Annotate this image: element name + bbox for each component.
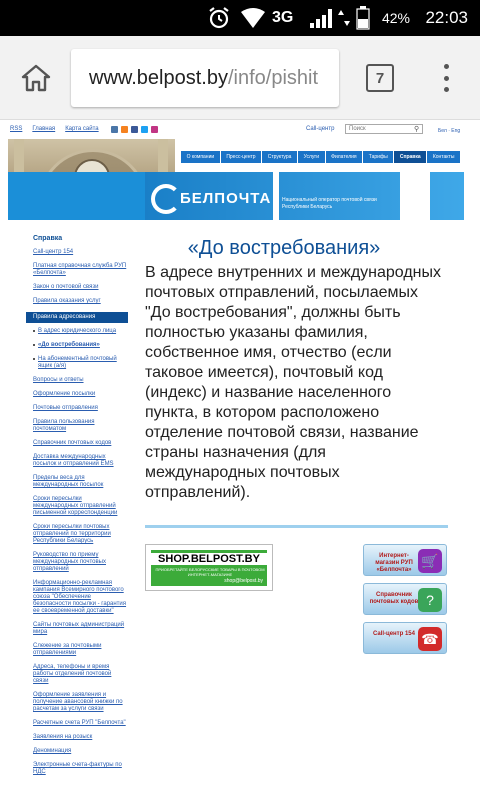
status-bar <box>0 0 480 36</box>
sidebar-item[interactable]: Справочник почтовых кодов <box>33 440 112 446</box>
shop-banner-text: ПРИОБРЕТАЙТЕ БЕЛОРУССКИЕ ТОВАРЫ В ПОЧТОВОМ ИНТЕРНЕТ-МАГАЗИНЕ <box>155 567 265 577</box>
sidebar-item[interactable]: Закон о почтовой связи <box>33 284 99 290</box>
menu-dot-icon <box>444 64 449 69</box>
promo-label: Call-центр 154 <box>373 631 415 637</box>
main-nav <box>181 151 460 163</box>
content-divider <box>145 525 448 528</box>
sidebar-subitem[interactable]: В адрес юридического лица <box>26 328 128 335</box>
cart-icon: 🛒 <box>418 549 442 573</box>
signal-icon <box>308 0 334 36</box>
rss-link[interactable]: RSS <box>10 126 23 132</box>
sidebar-item[interactable]: Расчетные счета РУП "Белпочта" <box>33 720 126 726</box>
home-icon <box>21 64 51 92</box>
page-title: «До востребования» <box>187 237 381 259</box>
url-path: /info/pishit <box>227 67 319 89</box>
belpochta-logo-icon <box>151 184 181 214</box>
sidebar-item[interactable]: Сроки пересылки почтовых отправлений по территории Республики Беларусь <box>33 524 111 544</box>
sidebar-item[interactable]: Оформление заявления и получение авансовой книжки по расчетам за услуги связи <box>33 692 123 712</box>
brand-name: БЕЛПОЧТА <box>180 190 272 207</box>
sidebar-item-active[interactable]: Правила адресования <box>26 312 128 323</box>
nav-tab-about[interactable]: О компании <box>181 151 220 163</box>
sidebar-subitem-current[interactable]: «До востребования» <box>26 342 128 349</box>
sidebar-item[interactable]: Правила оказания услуг <box>33 298 101 304</box>
article-body: В адресе внутренних и международных почтовых отправлений, посылаемых "До востребования", должны быть полностью указаны фамилия, собственное имя, отчество (если таковое имеется), почтовый код (индекс) и название населенного пункта, в котором расположено отделение почтовой связи, название страны назначения (для международных почтовых отправлений). <box>145 264 441 501</box>
brand-banner <box>8 172 464 220</box>
instagram-icon[interactable] <box>151 126 158 133</box>
sidebar-item[interactable]: Руководство по приему международных почтовых отправлений <box>33 552 106 572</box>
sidebar-item[interactable]: Вопросы и ответы <box>33 377 84 383</box>
home-button[interactable] <box>16 60 56 96</box>
wifi-icon <box>240 0 266 36</box>
nav-tab-philately[interactable]: Филателия <box>326 151 363 163</box>
network-type: 3G <box>272 9 294 26</box>
sidebar-item[interactable]: Почтовые отправления <box>33 405 98 411</box>
url-domain: www.belpost.by <box>89 67 228 89</box>
callcenter-promo[interactable] <box>363 622 447 654</box>
address-bar[interactable] <box>71 49 339 107</box>
overflow-menu-button[interactable] <box>436 62 456 94</box>
battery-icon <box>356 0 370 36</box>
nav-tab-contacts[interactable]: Контакты <box>427 151 460 163</box>
sidebar-item[interactable]: Платная справочная служба РУП «Белпочта» <box>33 263 127 276</box>
sidebar-item[interactable]: Пределы веса для международных посылок <box>33 475 104 488</box>
search-icon[interactable]: ⚲ <box>414 126 420 133</box>
nav-tab-help[interactable]: Справка <box>394 151 426 163</box>
nav-tab-tariffs[interactable]: Тарифы <box>363 151 393 163</box>
twitter-icon[interactable] <box>141 126 148 133</box>
sidebar-heading: Справка <box>33 235 63 242</box>
vk-icon[interactable] <box>111 126 118 133</box>
sidebar-item[interactable]: Адреса, телефоны и время работы отделений почтовой связи <box>33 664 112 684</box>
browser-toolbar <box>0 36 480 120</box>
battery-percent: 42% <box>381 10 410 26</box>
odnoklassniki-icon[interactable] <box>121 126 128 133</box>
alarm-icon <box>207 0 231 36</box>
menu-dot-icon <box>444 87 449 92</box>
brand-tagline: Национальный оператор почтовой связи Республики Беларусь <box>282 197 377 210</box>
online-shop-promo[interactable] <box>363 544 447 576</box>
question-icon: ? <box>418 588 442 612</box>
sidebar-item[interactable]: Слежение за почтовыми отправлениями <box>33 643 102 656</box>
web-page <box>0 120 480 800</box>
tab-switcher-button[interactable]: 7 <box>366 64 394 92</box>
top-links <box>10 126 99 132</box>
shop-banner[interactable] <box>145 544 273 591</box>
site-search-input[interactable]: Поиск <box>345 124 423 134</box>
sitemap-link[interactable]: Карта сайта <box>65 126 99 132</box>
language-switcher[interactable]: Бел · Eng <box>438 128 461 134</box>
home-link[interactable]: Главная <box>32 126 56 132</box>
callcenter-link[interactable]: Call-центр <box>306 126 335 132</box>
shop-banner-email: shop@belpost.by <box>224 578 263 584</box>
promo-label: Справочник почтовых кодов <box>369 592 419 605</box>
nav-tab-press[interactable]: Пресс-центр <box>221 151 261 163</box>
promo-label: Интернет-магазин РУП «Белпочта» <box>375 553 413 573</box>
sidebar-item[interactable]: Электронные счета-фактуры по НДС <box>33 762 122 775</box>
sidebar-item[interactable]: Заявления на розыск <box>33 734 93 740</box>
sidebar-item[interactable]: Информационно-рекламная кампания Всемирного почтового союза "Обеспечение безопасности посылки - гарантия ее своевременной доставки" <box>33 580 127 614</box>
postcode-directory-promo[interactable] <box>363 583 447 615</box>
sidebar-item[interactable]: Деноминация <box>33 748 72 754</box>
data-arrows-icon <box>338 0 350 36</box>
social-links <box>111 126 158 133</box>
sidebar-item[interactable]: Оформление посылки <box>33 391 96 397</box>
sidebar-item[interactable]: Сроки пересылки международных отправлений письменной корреспонденции <box>33 496 118 516</box>
clock: 22:03 <box>425 8 468 27</box>
nav-tab-structure[interactable]: Структура <box>262 151 297 163</box>
sidebar-item[interactable]: Сайты почтовых администраций мира <box>33 622 125 635</box>
menu-dot-icon <box>444 76 449 81</box>
shop-banner-title: SHOP.BELPOST.BY <box>151 553 267 565</box>
sidebar-subitem[interactable]: На абонементный почтовый ящик (а/я) <box>26 356 128 370</box>
sidebar-item[interactable]: Правила пользования почтоматом <box>33 419 95 432</box>
sidebar-item[interactable]: Доставка международных посылок и отправлений EMS <box>33 454 114 467</box>
nav-tab-services[interactable]: Услуги <box>298 151 325 163</box>
sidebar-item[interactable]: Call-центр 154 <box>33 249 74 255</box>
facebook-icon[interactable] <box>131 126 138 133</box>
sidebar-menu <box>26 235 128 783</box>
phone-icon: ☎ <box>418 627 442 651</box>
